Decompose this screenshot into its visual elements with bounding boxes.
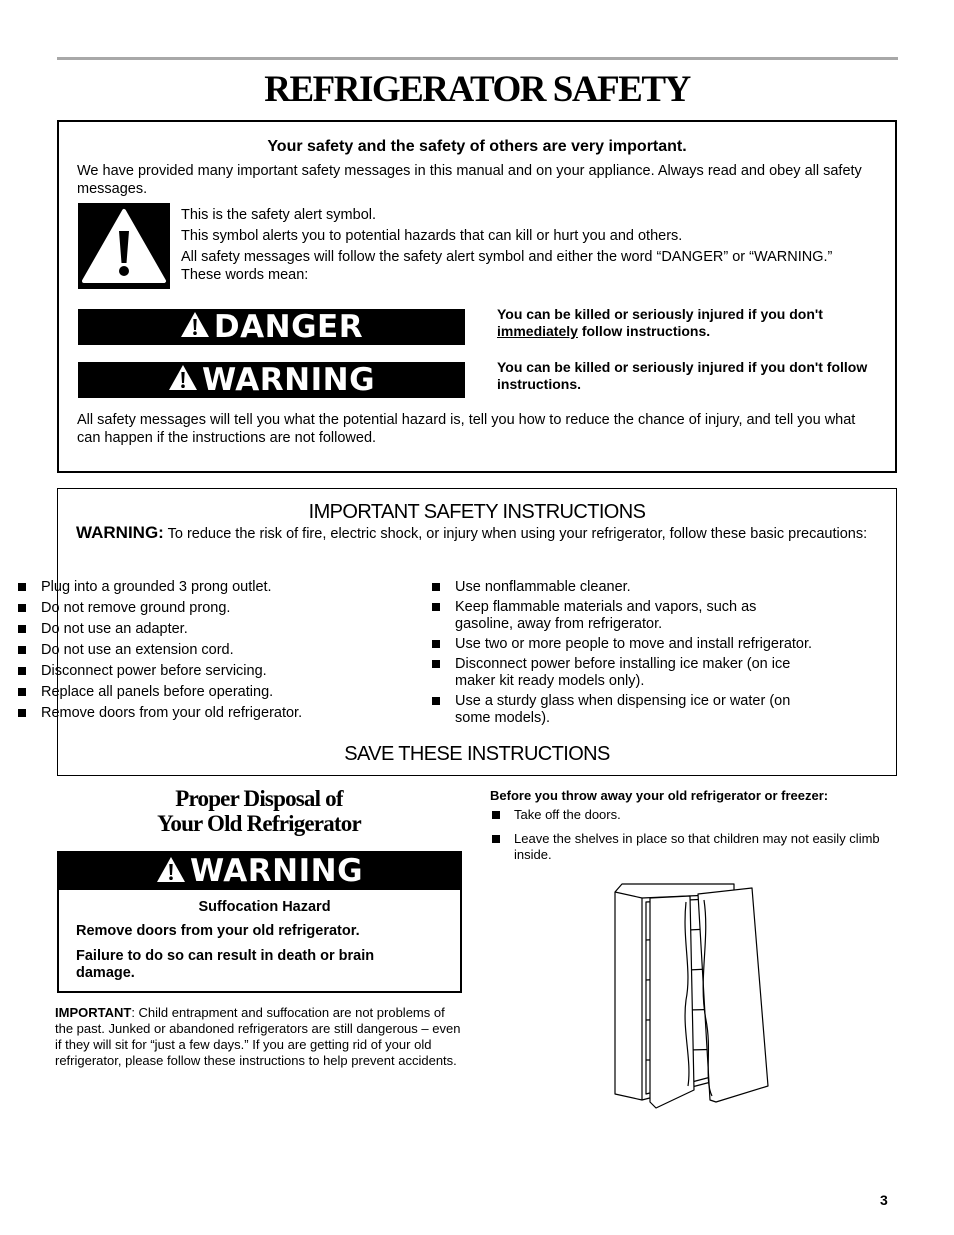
bullet-square-icon: [18, 688, 26, 696]
list-item-text: Do not use an extension cord.: [41, 642, 234, 658]
list-item-text: Plug into a grounded 3 prong outlet.: [41, 579, 272, 595]
bullet-square-icon: [432, 640, 440, 648]
list-item: [18, 579, 418, 596]
list-item-text: Keep flammable materials and vapors, such as gasoline, away from refrigerator.: [455, 599, 757, 632]
list-item-text: Use a sturdy glass when dispensing ice or water (on some models).: [455, 693, 791, 726]
danger-signal-bar: [78, 309, 465, 345]
list-item-text: Do not use an adapter.: [41, 621, 188, 637]
warning-signal-bar: [59, 853, 460, 890]
save-instructions-heading: SAVE THESE INSTRUCTIONS: [344, 743, 610, 765]
bullet-square-icon: [492, 835, 500, 843]
list-item: [432, 599, 817, 633]
list-item-text: Remove doors from your old refrigerator.: [41, 705, 303, 721]
suffocation-warning-box: [57, 851, 462, 993]
list-item-text: Use two or more people to move and install refrigerator.: [455, 636, 813, 652]
instructions-warning: [76, 524, 881, 543]
symbol-line: This symbol alerts you to potential hazards that can kill or hurt you and others.: [181, 228, 683, 244]
important-text: : Child entrapment and suffocation are not problems of the past. Junked or abandoned refrigerators are still dangerous – even if they will sit for “just a few days.” If you are getting rid of your old refrigerator, please follow these instructions to help prevent accidents.: [55, 1005, 461, 1068]
bullet-square-icon: [432, 660, 440, 668]
list-item-text: Replace all panels before operating.: [41, 684, 274, 700]
warning-signal-bar: [78, 362, 465, 398]
bullet-square-icon: [18, 709, 26, 717]
list-item: [18, 705, 418, 722]
list-item: [432, 636, 817, 653]
warning-word: WARNING: [189, 853, 364, 889]
list-item: [490, 807, 890, 823]
bullet-square-icon: [18, 646, 26, 654]
bullet-square-icon: [18, 667, 26, 675]
top-rule: [57, 57, 898, 60]
alert-triangle-icon: [168, 364, 198, 396]
list-item: [432, 656, 817, 690]
disposal-title: [57, 786, 461, 836]
bullet-square-icon: [18, 625, 26, 633]
symbol-explanation: [181, 206, 871, 287]
list-item: [18, 684, 418, 701]
disposal-steps-list: [490, 807, 890, 871]
danger-word: DANGER: [213, 308, 364, 345]
intro-heading: Your safety and the safety of others are very important.: [267, 138, 687, 155]
bullet-square-icon: [18, 583, 26, 591]
bullet-square-icon: [18, 604, 26, 612]
danger-meaning-text-end: follow instructions.: [577, 323, 711, 339]
warning-word: WARNING: [201, 361, 376, 398]
warning-meaning: You can be killed or seriously injured if you don't follow instructions.: [497, 359, 868, 392]
instructions-heading: IMPORTANT SAFETY INSTRUCTIONS: [308, 501, 646, 523]
list-item: [490, 831, 890, 863]
list-item: [18, 663, 418, 680]
important-paragraph: [55, 1005, 465, 1069]
list-item-text: Do not remove ground prong.: [41, 600, 231, 616]
page-title: REFRIGERATOR SAFETY: [264, 69, 690, 110]
alert-triangle-icon: [156, 856, 186, 888]
alert-triangle-icon: [180, 311, 210, 343]
before-disposal-heading: Before you throw away your old refrigerator or freezer:: [490, 788, 829, 803]
important-label: IMPORTANT: [55, 1005, 132, 1020]
list-item-text: Take off the doors.: [514, 807, 621, 822]
bullet-square-icon: [492, 811, 500, 819]
intro-closing: All safety messages will tell you what the potential hazard is, tell you how to reduce the chance of injury, and tell you what can happen if the instructions are not followed.: [77, 412, 856, 446]
safety-intro-box: [57, 120, 897, 473]
disposal-title-line: Proper Disposal of: [175, 786, 343, 811]
safety-alert-triangle-icon: [78, 203, 170, 289]
list-item-text: Use nonflammable cleaner.: [455, 579, 631, 595]
hazard-consequence: Failure to do so can result in death or brain damage.: [76, 948, 375, 981]
list-item-text: Leave the shelves in place so that children may not easily climb inside.: [514, 831, 880, 862]
intro-body: We have provided many important safety messages in this manual and on your appliance. Always read and obey all safety messages.: [77, 163, 862, 197]
page-number: 3: [880, 1192, 888, 1208]
danger-meaning-emphasis: immediately: [497, 323, 578, 339]
bullet-square-icon: [432, 603, 440, 611]
list-item-text: Disconnect power before servicing.: [41, 663, 267, 679]
danger-meaning-text: You can be killed or seriously injured if you don't: [497, 306, 823, 322]
list-item: [18, 600, 418, 617]
list-item: [432, 579, 817, 596]
danger-meaning: [497, 306, 882, 340]
hazard-name: Suffocation Hazard: [198, 899, 331, 915]
symbol-line: This is the safety alert symbol.: [181, 207, 377, 223]
list-item: [18, 621, 418, 638]
bullet-square-icon: [432, 697, 440, 705]
list-item: [432, 693, 817, 727]
list-item: [18, 642, 418, 659]
warning-label: WARNING:: [76, 523, 164, 542]
list-item-text: Disconnect power before installing ice maker (on ice maker kit ready models only).: [455, 656, 791, 689]
bullet-square-icon: [432, 583, 440, 591]
disposal-title-line: Your Old Refrigerator: [157, 811, 361, 836]
precautions-list-left: [18, 579, 418, 726]
precautions-list-right: [432, 579, 817, 730]
refrigerator-doors-removed-illustration: [612, 880, 772, 1112]
hazard-instruction: Remove doors from your old refrigerator.: [76, 923, 360, 939]
symbol-line: All safety messages will follow the safety alert symbol and either the word “DANGER” or “WARNING.” These words mean:: [181, 249, 833, 283]
warning-text: To reduce the risk of fire, electric shock, or injury when using your refrigerator, follow these basic precautions:: [163, 526, 868, 542]
